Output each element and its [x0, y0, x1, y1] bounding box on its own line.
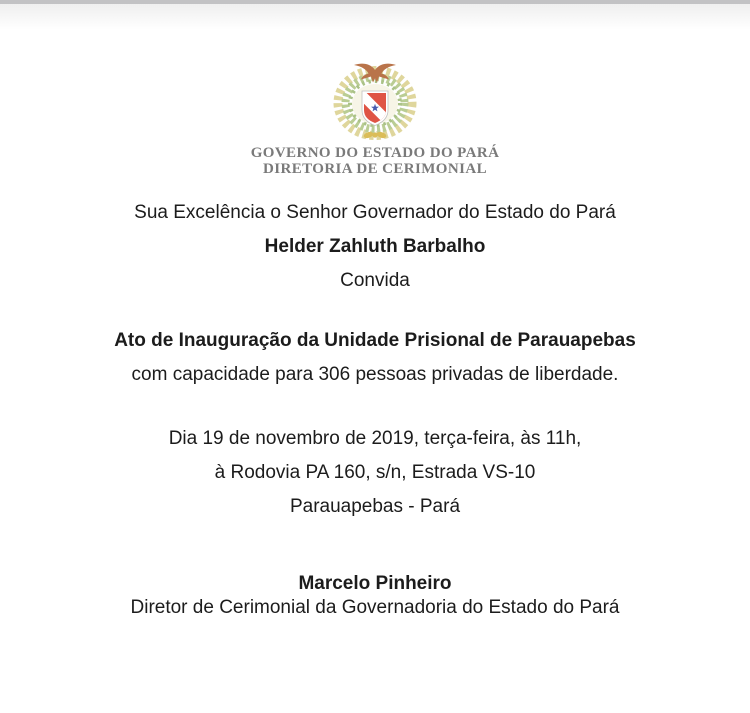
invites-line: Convida: [340, 270, 410, 291]
org-name: GOVERNO DO ESTADO DO PARÁ: [250, 145, 500, 161]
host-title-line: Sua Excelência o Senhor Governador do Estado do Pará: [134, 202, 616, 223]
event-block: [0, 324, 750, 392]
invitation-document: [0, 57, 750, 620]
crest-container: [0, 57, 750, 143]
event-detail-line: com capacidade para 306 pessoas privadas de liberdade.: [131, 364, 619, 385]
event-title-line: Ato de Inauguração da Unidade Prisional de Parauapebas: [114, 330, 636, 351]
date-line: Dia 19 de novembro de 2019, terça-feira, às 11h,: [168, 428, 582, 449]
para-state-coat-of-arms-icon: [324, 57, 426, 143]
city-line: Parauapebas - Pará: [289, 496, 461, 517]
signer-title-line: Diretor de Cerimonial da Governadoria do Estado do Pará: [130, 597, 620, 618]
address-line: à Rodovia PA 160, s/n, Estrada VS-10: [214, 462, 536, 483]
when-where-block: [0, 422, 750, 524]
host-block: [0, 196, 750, 298]
signature-block: [0, 572, 750, 620]
signer-name-line: Marcelo Pinheiro: [298, 573, 452, 594]
host-name-line: Helder Zahluth Barbalho: [264, 236, 486, 257]
org-header: [0, 145, 750, 177]
window-top-fade: [0, 4, 750, 30]
org-department: DIRETORIA DE CERIMONIAL: [263, 161, 487, 177]
